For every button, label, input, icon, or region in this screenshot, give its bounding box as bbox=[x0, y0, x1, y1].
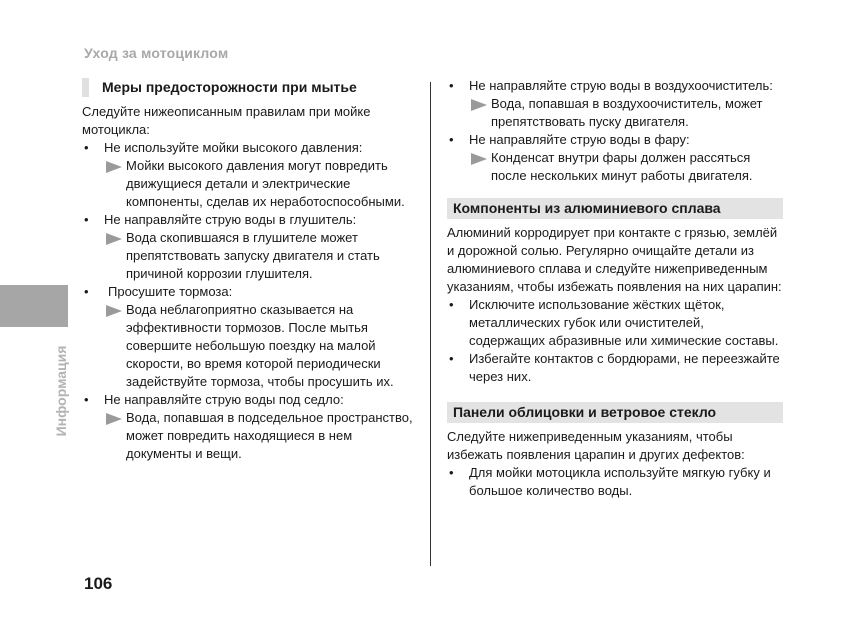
side-section-label bbox=[51, 341, 71, 441]
note-text: Вода неблагоприятно сказывается на эффективности тормозов. После мытья совершите небольшую поездку на малой скорости, во время которой периодически задействуйте тормоза, чтобы просушить их. bbox=[126, 302, 394, 389]
list-item-text: Не направляйте струю воды под седло: bbox=[104, 392, 344, 407]
list-item-text: Не направляйте струю воды в фару: bbox=[469, 132, 690, 147]
list-item: • Для мойки мотоцикла используйте мягкую губку и большое количество воды. bbox=[447, 464, 783, 500]
list-item-note bbox=[82, 409, 417, 463]
list-item bbox=[82, 139, 417, 157]
list-item-text: Не направляйте струю воды в глушитель: bbox=[104, 212, 357, 227]
list-item-text: Просушите тормоза: bbox=[108, 284, 233, 299]
list-item: • Избегайте контактов с бордюрами, не переезжайте через них. bbox=[447, 350, 783, 386]
list-item-note bbox=[447, 149, 783, 185]
arrow-icon bbox=[471, 153, 487, 165]
list-item-text: Не используйте мойки высокого давления: bbox=[104, 140, 363, 155]
list-item-text: Не направляйте струю воды в воздухоочиститель: bbox=[469, 78, 773, 93]
list-item-note bbox=[82, 229, 417, 283]
arrow-icon bbox=[106, 233, 122, 245]
arrow-icon bbox=[106, 413, 122, 425]
section-intro: Следуйте нижеописанным правилам при мойке мотоцикла: bbox=[82, 104, 371, 137]
column-divider bbox=[430, 82, 431, 566]
side-section-label-text: Информация bbox=[53, 345, 69, 437]
section-heading-washing: Меры предосторожности при мытье bbox=[82, 77, 417, 98]
list-item-note bbox=[447, 95, 783, 131]
list-item bbox=[82, 211, 417, 229]
arrow-icon bbox=[106, 305, 122, 317]
right-column bbox=[447, 77, 783, 500]
section-intro: Следуйте нижеприведенным указаниям, чтобы избежать появления царапин и других дефектов: bbox=[447, 429, 745, 462]
list-item-note bbox=[82, 157, 417, 211]
section-intro: Алюминий корродирует при контакте с грязью, землёй и дорожной солью. Регулярно очищайте детали из алюминиевого сплава и следуйте нижеприведенным указаниям, чтобы избежать появления на них царапин: bbox=[447, 225, 782, 294]
page-number: 106 bbox=[84, 574, 113, 593]
page-header: Уход за мотоциклом bbox=[84, 45, 229, 61]
section-heading-aluminium: Компоненты из алюминиевого сплава bbox=[447, 198, 783, 219]
note-text: Вода, попавшая в воздухоочиститель, может препятствовать пуску двигателя. bbox=[491, 96, 763, 129]
note-text: Мойки высокого давления могут повредить движущиеся детали и электрические компоненты, сделав их неработоспособными. bbox=[126, 158, 405, 209]
list-item-note bbox=[82, 301, 417, 391]
list-item bbox=[447, 131, 783, 149]
note-text: Конденсат внутри фары должен рассяться после нескольких минут работы двигателя. bbox=[491, 150, 753, 183]
section-heading-panels: Панели облицовки и ветровое стекло bbox=[447, 402, 783, 423]
list-item bbox=[82, 391, 417, 409]
side-tab bbox=[0, 285, 68, 327]
list-item bbox=[82, 283, 417, 301]
note-text: Вода, попавшая в подседельное пространство, может повредить находящиеся в нем документы и вещи. bbox=[126, 410, 413, 461]
list-item: • Исключите использование жёстких щёток, металлических губок или очистителей, содержащих абразивные или химические составы. bbox=[447, 296, 783, 350]
arrow-icon bbox=[106, 161, 122, 173]
list-item bbox=[447, 77, 783, 95]
left-column bbox=[82, 77, 417, 463]
arrow-icon bbox=[471, 99, 487, 111]
note-text: Вода скопившаяся в глушителе может препятствовать запуску двигателя и стать причиной коррозии глушителя. bbox=[126, 230, 380, 281]
